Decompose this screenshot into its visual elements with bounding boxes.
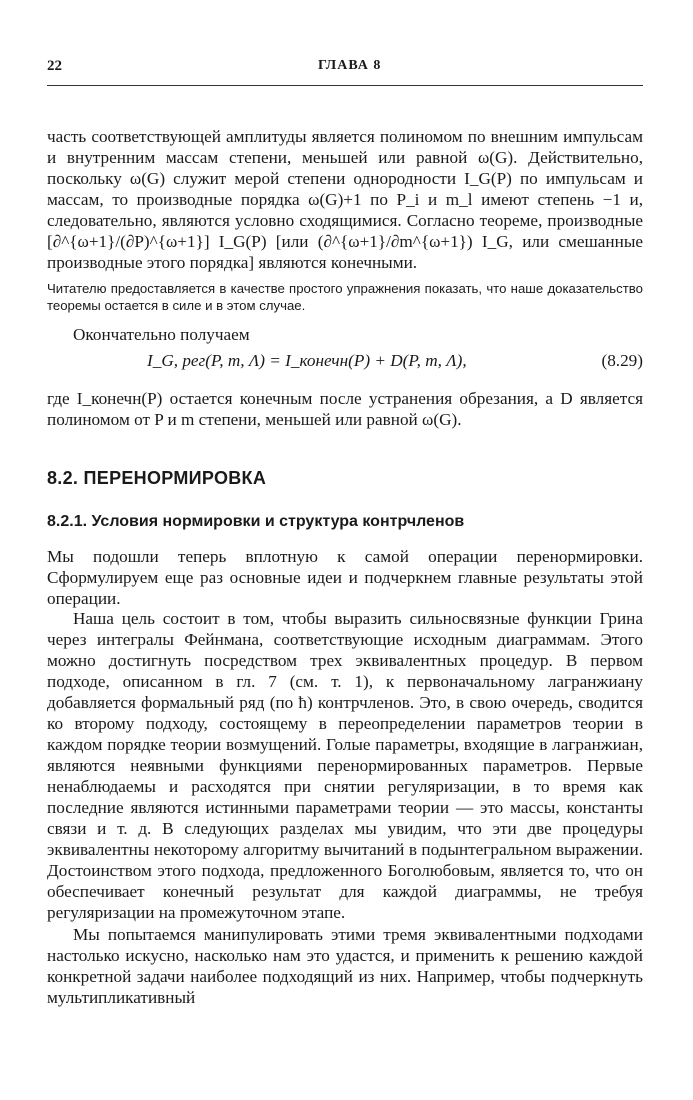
section-title: 8.2. ПЕРЕНОРМИРОВКА xyxy=(47,468,267,488)
running-title: ГЛАВА 8 xyxy=(318,58,382,73)
paragraph-1: часть соответствующей амплитуды является полиномом по внешним импульсам и внутренним массам степени, меньшей или равной ω(G). Действительно, поскольку ω(G) служит мерой степени однородности I_G(P) по импульсам и массам, то производные порядка ω(G)+1 по P_i и m_l имеют степень −1 и, следовательно, являются условно сходящимися. Согласно теореме, производные [∂^{ω+1}/(∂P)^{ω+1}] I_G(P) [или (∂^{ω+1}/∂m^{ω+1}) I_G, или смешанные производные этого порядка] являются конечными. xyxy=(47,127,643,272)
equation-8-29 xyxy=(47,351,643,385)
book-page xyxy=(47,52,643,1007)
page-header xyxy=(47,52,643,78)
final-intro: Окончательно получаем xyxy=(73,325,250,344)
header-rule xyxy=(47,85,643,86)
page-number: 22 xyxy=(47,58,62,74)
paragraph-3: Наша цель состоит в том, чтобы выразить сильносвязные функции Грина через интегралы Фейнмана, соответствующие исходным диаграммам. Этого можно достигнуть посредством трех эквивалентных процедур. В первом подходе, описанном в гл. 7 (см. т. 1), к первоначальному лагранжиану добавляется формальный ряд (по ħ) контрчленов. Это, в свою очередь, сводится ко второму подходу, состоящему в переопределении параметров теории в каждом порядке теории возмущений. Голые параметры, входящие в лагранжиан, являются неявными функциями перенормированных параметров. Первые ненаблюдаемы и расходятся при снятии регуляризации, в то время как последние являются истинными параметрами теории — это массы, константы связи и т. д. В следующих разделах мы увидим, что эти две процедуры эквивалентны некоторому алгоритму вычитаний в подынтегральном выражении. Достоинством этого подхода, предложенного Боголюбовым, является то, что он обеспечивает конечный результат для каждой диаграммы, не требуя регуляризации на промежуточном этапе. xyxy=(47,609,643,922)
paragraph-2: Мы подошли теперь вплотную к самой операции перенормировки. Сформулируем еще раз основные идеи и подчеркнем главные результаты этой операции. xyxy=(47,547,643,608)
where-paragraph: где I_конечн(P) остается конечным после устранения обрезания, а D является полиномом от P и m степени, меньшей или равной ω(G). xyxy=(47,389,643,429)
equation-number: (8.29) xyxy=(601,351,643,370)
subsection-title: 8.2.1. Условия нормировки и структура контрчленов xyxy=(47,513,465,530)
exercise-note: Читателю предоставляется в качестве простого упражнения показать, что наше доказательство теоремы остается в силе и в этом случае. xyxy=(47,281,643,313)
equation-body: I_G, рег(P, m, Λ) = I_конечн(P) + D(P, m, Λ), xyxy=(147,351,467,370)
paragraph-4: Мы попытаемся манипулировать этими тремя эквивалентными подходами настолько искусно, насколько нам это удастся, и применить к решению каждой конкретной задачи наиболее подходящий из них. Например, чтобы подчеркнуть мультипликативный xyxy=(47,925,643,1007)
